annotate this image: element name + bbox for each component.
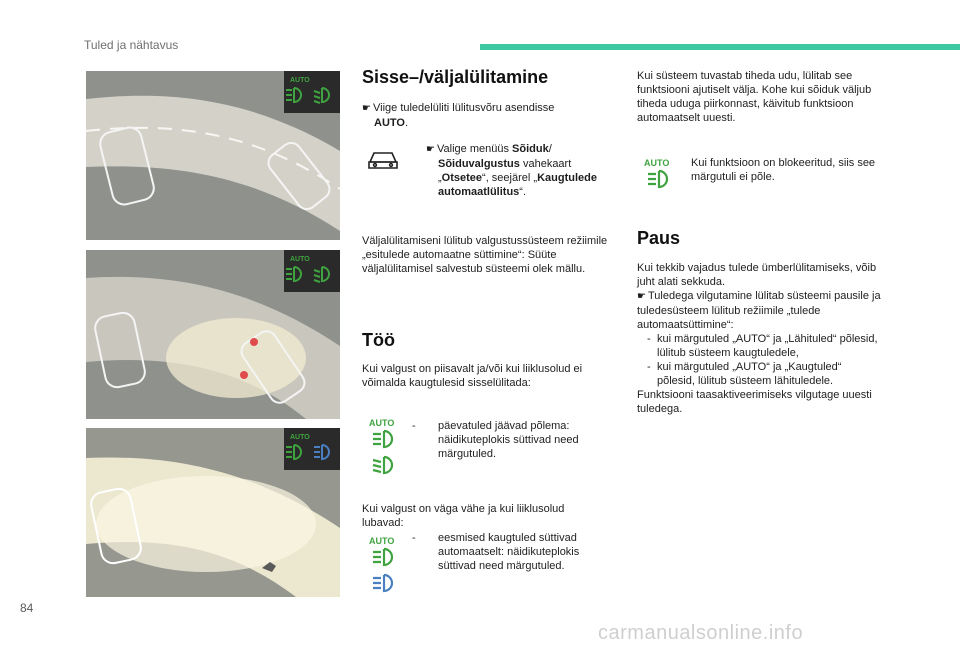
blocked-note: Kui funktsioon on blokeeritud, siis see märgutuli ei põle. <box>691 157 876 183</box>
header-accent-bar <box>480 44 960 50</box>
off-paragraph: Väljalülitamiseni lülitub valgustussüsteem režiimile „esitulede automaatne süttimine“: Süüte väljalülitamisel salvestub süsteemi olek mällu. <box>362 235 608 275</box>
svg-text:AUTO: AUTO <box>369 536 395 546</box>
pause-item-1: ☛ Tuledega vilgutamine lülitab süsteemi pausile ja tuledesüsteem lülitub režiimile „tulede automaatsüttimine“: <box>637 290 881 331</box>
indicator-inset-2 <box>284 250 340 292</box>
road-photo-1 <box>86 71 340 240</box>
section-heading-operation: Töö <box>362 330 395 350</box>
operation-item-1: - päevatuled jäävad põlema: näidikuteplokis süttivad need märgutuled. <box>412 420 579 460</box>
finger-icon: ☛ <box>426 144 435 155</box>
car-menu-icon <box>366 146 400 177</box>
auto-low-beam-icon <box>367 417 403 484</box>
page-header-title: Tuled ja nähtavus <box>84 38 179 52</box>
road-photo-3 <box>86 428 340 597</box>
pause-subitem-1: - kui märgutuled „AUTO“ ja „Lähituled“ põlesid, lülitub süsteem kaugtuledele, <box>647 333 878 359</box>
auto-label: AUTO <box>369 418 395 428</box>
svg-text:AUTO: AUTO <box>290 434 310 441</box>
auto-high-beam-icon <box>367 535 403 602</box>
finger-icon: ☛ <box>362 103 371 114</box>
pause-paragraph-2: Funktsiooni taasaktiveerimiseks vilgutage uuesti tuledega. <box>637 389 872 415</box>
dash-bullet: - <box>412 420 416 432</box>
svg-text:AUTO: AUTO <box>290 77 310 84</box>
road-photo-2 <box>86 250 340 419</box>
pause-subitem-2: - kui märgutuled „AUTO“ ja „Kaugtuled“ põlesid, lülitub süsteem lähituledele. <box>647 361 842 387</box>
page-number: 84 <box>20 601 34 615</box>
finger-icon: ☛ <box>637 291 646 302</box>
svg-text:AUTO: AUTO <box>290 256 310 263</box>
operation-paragraph-2: Kui valgust on väga vähe ja kui liiklusolud lubavad: <box>362 503 565 529</box>
step-1: ☛ Viige tuledelüliti lülitusvõru asendisse AUTO. <box>362 102 555 129</box>
step-2: ☛ Valige menüüs Sõiduk/ Sõiduvalgustus vahekaart „Otsetee“, seejärel „Kaugtulede automaatlülitus“. <box>426 143 597 198</box>
fog-paragraph: Kui süsteem tuvastab tiheda udu, lülitab see funktsiooni ajutiselt välja. Kohe kui sõiduk väljub tiheda uduga piirkonnast, käivitub funktsioon automaatselt uuesti. <box>637 70 872 124</box>
pause-paragraph-1: Kui tekkib vajadus tulede ümberlülitamiseks, võib juht alati sekkuda. <box>637 262 877 288</box>
auto-indicator-icon <box>642 157 678 198</box>
svg-text:AUTO: AUTO <box>644 158 670 168</box>
operation-item-2: - eesmised kaugtuled süttivad automaatselt: näidikuteplokis süttivad need märgutuled. <box>412 532 580 572</box>
section-heading-pause: Paus <box>637 228 681 248</box>
indicator-inset-3 <box>284 428 340 470</box>
dash-bullet: - <box>412 532 416 544</box>
section-heading-on-off: Sisse–/väljalülitamine <box>362 67 549 87</box>
operation-paragraph-1: Kui valgust on piisavalt ja/või kui liiklusolud ei võimalda kaugtulesid sisselülitada: <box>362 363 583 389</box>
indicator-inset-1 <box>284 71 340 113</box>
watermark-text: carmanualsonline.info <box>598 622 804 644</box>
